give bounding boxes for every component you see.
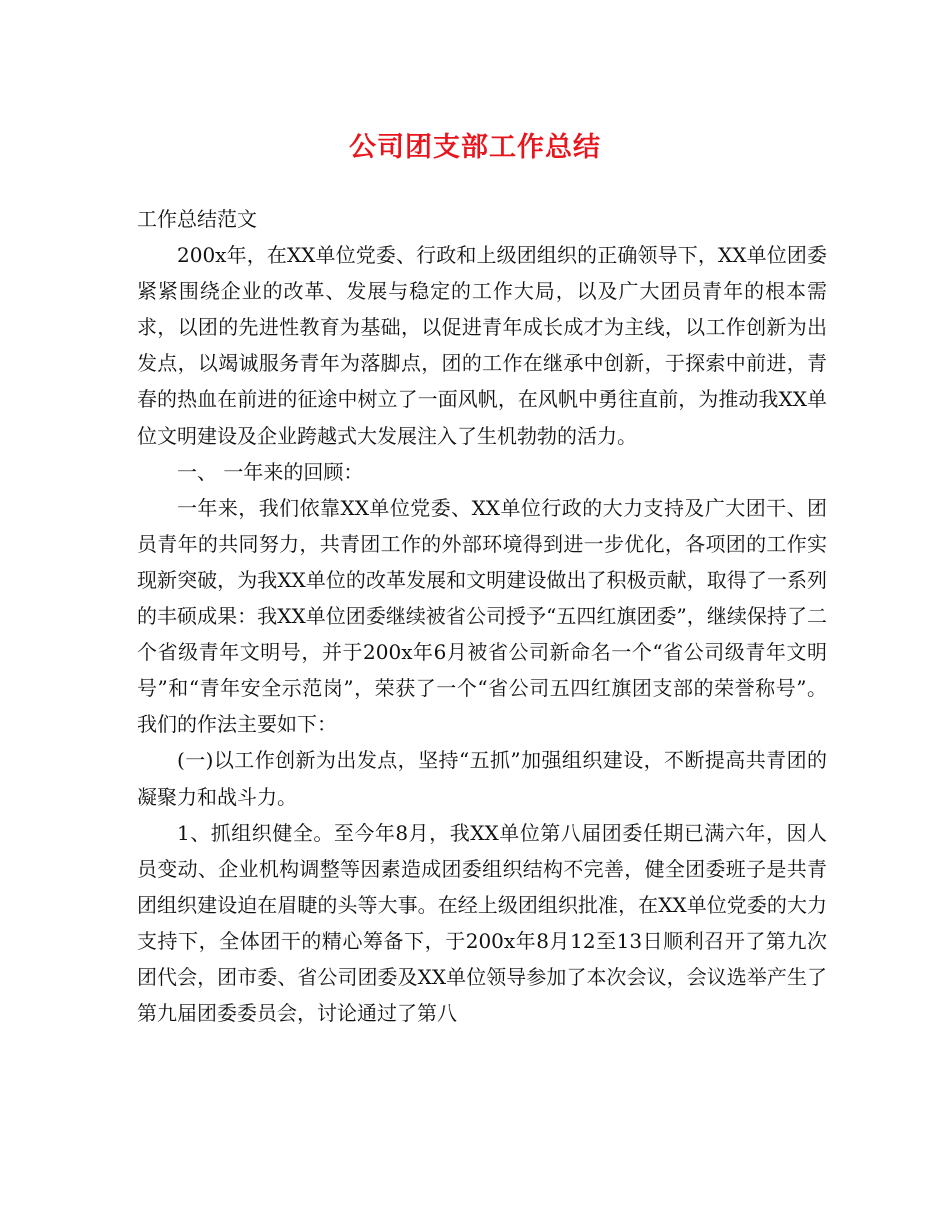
section-heading: 工作总结范文 bbox=[137, 207, 257, 231]
document-body bbox=[137, 201, 827, 1031]
document-title: 公司团支部工作总结 bbox=[349, 132, 601, 163]
paragraph-review: 一年来，我们依靠XX单位党委、XX单位行政的大力支持及广大团干、团员青年的共同努力，共青团工作的外部环境得到进一步优化，各项团的工作实现新突破，为我XX单位的改革发展和文明建设做出了积极贡献，取得了一系列的丰硕成果：我XX单位团委继续被省公司授予“五四红旗团委”，继续保持了二个省级青年文明号，并于200x年6月被省公司新命名一个“省公司级青年文明号”和“青年安全示范岗”，荣获了一个“省公司五四红旗团支部的荣誉称号”。我们的作法主要如下： bbox=[137, 495, 827, 737]
subsection-heading: (一)以工作创新为出发点，坚持“五抓”加强组织建设，不断提高共青团的凝聚力和战斗力。 bbox=[137, 748, 827, 809]
paragraph-intro: 200x年，在XX单位党委、行政和上级团组织的正确领导下，XX单位团委紧紧围绕企业的改革、发展与稳定的工作大局，以及广大团员青年的根本需求，以团的先进性教育为基础，以促进青年成长成才为主线，以工作创新为出发点，以竭诚服务青年为落脚点，团的工作在继承中创新，于探索中前进，青春的热血在前进的征途中树立了一面风帆，在风帆中勇往直前，为推动我XX单位文明建设及企业跨越式大发展注入了生机勃勃的活力。 bbox=[137, 243, 827, 448]
section-review-heading: 一、 一年来的回顾： bbox=[177, 459, 364, 484]
paragraph-organization: 1、抓组织健全。至今年8月，我XX单位第八届团委任期已满六年，因人员变动、企业机构调整等因素造成团委组织结构不完善，健全团委班子是共青团组织建设迫在眉睫的头等大事。在经上级团组织批准，在XX单位党委的大力支持下，全体团干的精心筹备下，于200x年8月12至13日顺利召开了第九次团代会，团市委、省公司团委及XX单位领导参加了本次会议，会议选举产生了第九届团委委员会，讨论通过了第八 bbox=[137, 820, 827, 1026]
